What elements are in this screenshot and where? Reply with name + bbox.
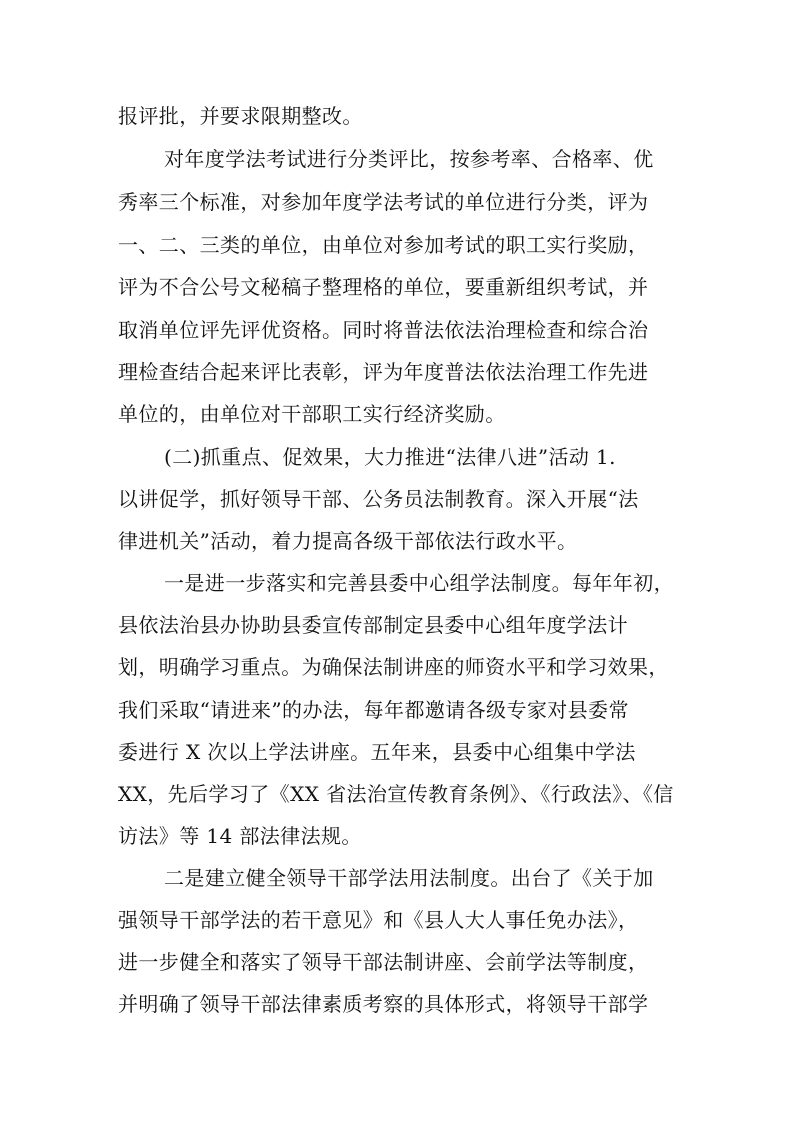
text-line: XX，先后学习了《XX 省法治宣传教育条例》、《行政法》、《信 — [118, 782, 674, 806]
text-line: 评为不合公号文秘稿子整理格的单位，要重新组织考试，并 — [118, 275, 649, 299]
text-line: 强领导干部学法的若干意见》和《县人大人事任免办法》， — [118, 908, 639, 932]
text-line: 划，明确学习重点。为确保法制讲座的师资水平和学习效果， — [118, 655, 669, 679]
text-line: 县依法治县办协助县委宣传部制定县委中心组年度学法计 — [118, 613, 628, 637]
text-line: 并明确了领导干部法律素质考察的具体形式，将领导干部学 — [118, 992, 649, 1016]
text-line: (二)抓重点、促效果，大力推进“法律八进”活动 1. — [164, 445, 616, 469]
text-line: 委进行 X 次以上学法讲座。五年来，县委中心组集中学法 — [118, 740, 636, 764]
text-line: 一、二、三类的单位，由单位对参加考试的职工实行奖励， — [118, 233, 649, 257]
text-line: 报评批，并要求限期整改。 — [118, 104, 363, 128]
text-line: 对年度学法考试进行分类评比，按参考率、合格率、优 — [164, 147, 654, 171]
text-line: 律进机关”活动，着力提高各级干部依法行政水平。 — [118, 529, 578, 553]
text-line: 单位的，由单位对干部职工实行经济奖励。 — [118, 402, 506, 426]
text-line: 访法》等 14 部法律法规。 — [118, 824, 362, 848]
text-line: 秀率三个标准，对参加年度学法考试的单位进行分类，评为 — [118, 190, 649, 214]
text-line: 一是进一步落实和完善县委中心组学法制度。每年年初， — [164, 571, 674, 595]
text-line: 进一步健全和落实了领导干部法制讲座、会前学法等制度， — [118, 950, 649, 974]
text-line: 理检查结合起来评比表彰，评为年度普法依法治理工作先进 — [118, 360, 649, 384]
text-line: 我们采取“请进来”的办法，每年都邀请各级专家对县委常 — [118, 698, 629, 722]
text-line: 以讲促学，抓好领导干部、公务员法制教育。深入开展“法 — [118, 487, 639, 511]
text-line: 取消单位评先评优资格。同时将普法依法治理检查和综合治 — [118, 318, 649, 342]
text-line: 二是建立健全领导干部学法用法制度。出台了《关于加 — [164, 866, 654, 890]
